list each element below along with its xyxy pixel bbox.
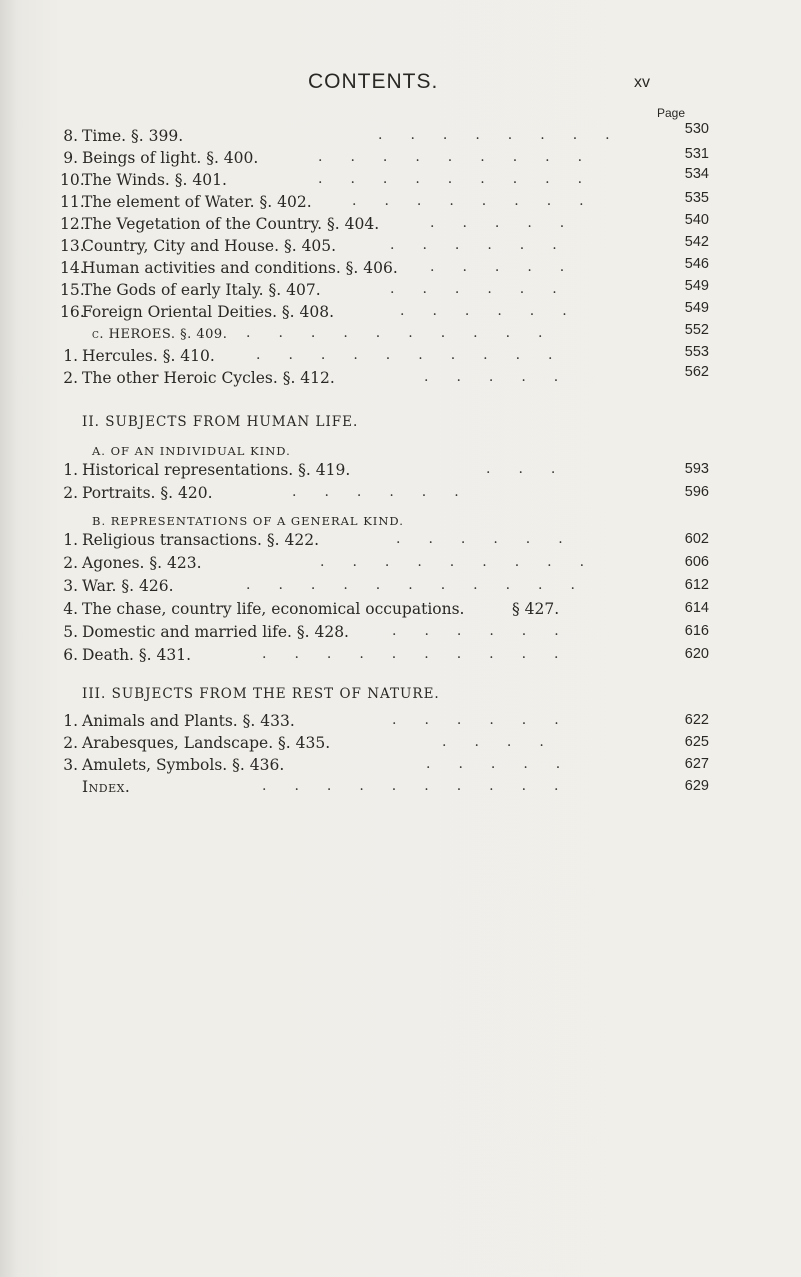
entry-number: 2. xyxy=(63,369,78,387)
entry-title: Agones. §. 423. xyxy=(82,554,202,572)
toc-entry[interactable]: 1. Religious transactions. §. 422. ...... 602 xyxy=(0,531,801,553)
entry-page: 535 xyxy=(684,190,709,206)
entry-number: 13. xyxy=(60,237,85,255)
entry-number: 14. xyxy=(60,259,85,277)
entry-page: 534 xyxy=(684,166,709,182)
entry-number: 2. xyxy=(63,734,78,752)
toc-entry[interactable]: Index. .......... 629 xyxy=(82,778,709,796)
entry-number: 1. xyxy=(63,531,78,549)
toc-entry[interactable]: 3. War. §. 426. ........... 612 xyxy=(0,577,801,599)
entry-page: 530 xyxy=(684,121,709,137)
entry-page: 596 xyxy=(684,484,709,500)
entry-number: 3. xyxy=(63,577,78,595)
toc-entry[interactable]: 2. Portraits. §. 420. ...... 596 xyxy=(0,484,801,506)
entry-number: 9. xyxy=(63,149,78,167)
entry-title: Foreign Oriental Deities. §. 408. xyxy=(82,303,335,321)
entry-page: 620 xyxy=(684,646,709,662)
entry-title: The element of Water. §. 402. xyxy=(82,193,312,211)
entry-page: 614 xyxy=(684,600,709,616)
entry-number: 3. xyxy=(63,756,78,774)
entry-title: Hercules. §. 410. xyxy=(82,347,215,365)
entry-title: The Vegetation of the Country. §. 404. xyxy=(82,215,380,233)
toc-entry[interactable]: 6. Death. §. 431. .......... 620 xyxy=(0,646,801,668)
entry-title: Beings of light. §. 400. xyxy=(82,149,259,167)
entry-title: The Winds. §. 401. xyxy=(82,171,227,189)
subsection-heading: B. REPRESENTATIONS OF A GENERAL KIND. xyxy=(92,514,404,528)
entry-page: 622 xyxy=(684,712,709,728)
entry-page: 616 xyxy=(684,623,709,639)
entry-page: 549 xyxy=(684,300,709,316)
toc-entry[interactable]: 11. The element of Water. §. 402. ........ 535 xyxy=(60,190,709,211)
entry-number: 10. xyxy=(60,171,85,189)
entry-number: 15. xyxy=(60,281,85,299)
entry-page: 553 xyxy=(684,344,709,360)
entry-page: 552 xyxy=(684,322,709,338)
page-number: xv xyxy=(634,74,650,91)
entry-title: Index. xyxy=(82,778,131,796)
entry-title: Time. §. 399. xyxy=(82,127,184,145)
page-column-label: Page xyxy=(657,106,686,120)
toc-entry[interactable]: 15. The Gods of early Italy. §. 407. ...... 549 xyxy=(60,278,709,299)
entry-title: Religious transactions. §. 422. xyxy=(82,531,319,549)
entry-page: 542 xyxy=(684,234,709,250)
toc-entry[interactable]: 2. Agones. §. 423. ......... 606 xyxy=(0,554,801,576)
entry-number: 1. xyxy=(63,461,78,479)
page-header xyxy=(0,70,801,100)
entry-number: 4. xyxy=(63,600,78,618)
page-title: CONTENTS. xyxy=(308,70,439,93)
entry-page: 531 xyxy=(684,146,709,162)
entry-title: The other Heroic Cycles. §. 412. xyxy=(82,369,335,387)
entry-page: 562 xyxy=(684,364,709,380)
section-heading: II. SUBJECTS FROM HUMAN LIFE. xyxy=(82,414,359,430)
entry-page: 546 xyxy=(684,256,709,272)
entry-number: 16. xyxy=(60,303,85,321)
entry-title: Historical representations. §. 419. xyxy=(82,461,351,479)
entry-title: Arabesques, Landscape. §. 435. xyxy=(82,734,331,752)
entry-title: The chase, country life, economical occupations. xyxy=(82,600,465,618)
entry-section-ref: § 427. xyxy=(512,600,560,618)
toc-entry[interactable]: 1. Animals and Plants. §. 433. ...... 622 xyxy=(0,712,801,734)
toc-entry[interactable]: 2. The other Heroic Cycles. §. 412. ..... 562 xyxy=(0,369,801,391)
entry-number: 2. xyxy=(63,484,78,502)
entry-page: 593 xyxy=(684,461,709,477)
toc-entry[interactable]: c. HEROES. §. 409. .......... 552 xyxy=(92,322,709,342)
entry-title: c. HEROES. §. 409. xyxy=(92,327,228,342)
entry-page: 606 xyxy=(684,554,709,570)
toc-entry[interactable] xyxy=(0,600,801,622)
entry-page: 602 xyxy=(684,531,709,547)
entry-title: Country, City and House. §. 405. xyxy=(82,237,337,255)
toc-entry[interactable]: 12. The Vegetation of the Country. §. 404. ..... 540 xyxy=(60,212,709,233)
toc-entry[interactable]: 1. Hercules. §. 410. .......... 553 xyxy=(0,347,801,369)
toc-entry[interactable]: 1. Historical representations. §. 419. ... 593 xyxy=(0,461,801,483)
entry-page: 627 xyxy=(684,756,709,772)
entry-title: Death. §. 431. xyxy=(82,646,192,664)
entry-title: Amulets, Symbols. §. 436. xyxy=(82,756,285,774)
entry-number: 5. xyxy=(63,623,78,641)
toc-entry[interactable]: 8. Time. §. 399. ........ 530 xyxy=(0,127,801,149)
entry-title: Domestic and married life. §. 428. xyxy=(82,623,349,641)
entry-title: Animals and Plants. §. 433. xyxy=(82,712,295,730)
entry-number: 11. xyxy=(60,193,85,211)
entry-page: 629 xyxy=(684,778,709,794)
entry-title: Portraits. §. 420. xyxy=(82,484,213,502)
toc-entry[interactable]: 2. Arabesques, Landscape. §. 435. .... 625 xyxy=(0,734,801,756)
section-heading: III. SUBJECTS FROM THE REST OF NATURE. xyxy=(82,686,440,702)
entry-number: 1. xyxy=(63,347,78,365)
entry-page: 625 xyxy=(684,734,709,750)
entry-title: Human activities and conditions. §. 406. xyxy=(82,259,398,277)
toc-entry[interactable]: 16. Foreign Oriental Deities. §. 408. ...... 549 xyxy=(60,300,709,321)
entry-title: The Gods of early Italy. §. 407. xyxy=(82,281,321,299)
entry-page: 549 xyxy=(684,278,709,294)
entry-number: 8. xyxy=(63,127,78,145)
toc-entry[interactable]: 10. The Winds. §. 401. ......... 534 xyxy=(60,166,709,189)
entry-title: War. §. 426. xyxy=(82,577,174,595)
toc-entry[interactable]: 14. Human activities and conditions. §. 406. ..... 546 xyxy=(60,256,709,277)
entry-page: 540 xyxy=(684,212,709,228)
toc-entry[interactable]: 13. Country, City and House. §. 405. ...... 542 xyxy=(60,234,709,255)
entry-number: 2. xyxy=(63,554,78,572)
entry-page: 612 xyxy=(684,577,709,593)
entry-number: 1. xyxy=(63,712,78,730)
toc-entry[interactable]: 3. Amulets, Symbols. §. 436. ..... 627 xyxy=(0,756,801,778)
entry-number: 12. xyxy=(60,215,85,233)
subsection-heading: A. OF AN INDIVIDUAL KIND. xyxy=(92,444,291,458)
toc-entry[interactable]: 9. Beings of light. §. 400. ......... 531 xyxy=(0,149,801,171)
entry-number: 6. xyxy=(63,646,78,664)
toc-entry[interactable]: 5. Domestic and married life. §. 428. ...... 616 xyxy=(0,623,801,645)
